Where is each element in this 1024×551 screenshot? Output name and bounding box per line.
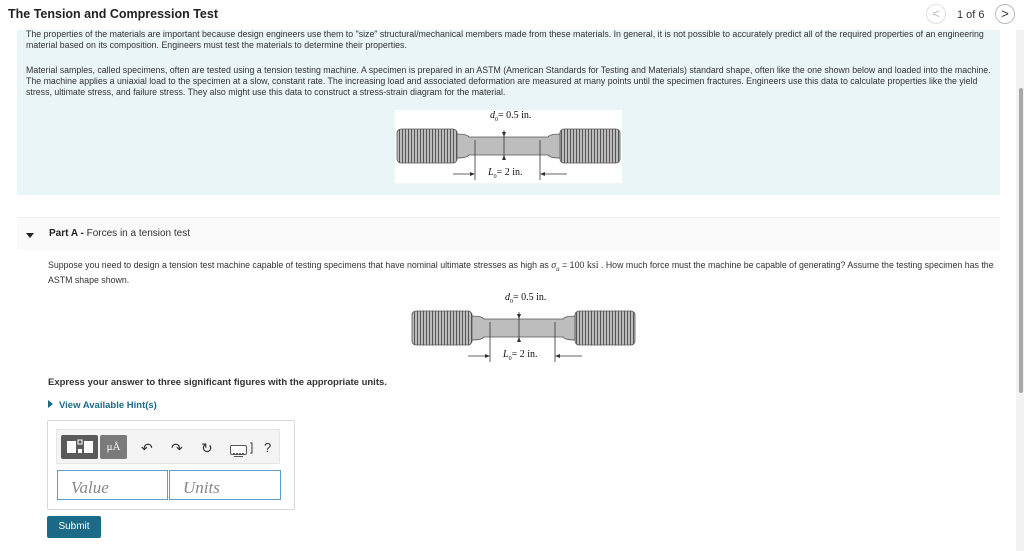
question-text: Suppose you need to design a tension test machine capable of testing specimens that have nominal ultimate stresses as high as $\sigma_u = 100$ ksi . How much force must the machine be capable of generating? Assume the testing specimen has the ASTM shape shown. [48,260,994,286]
undo-button[interactable] [141,440,153,456]
reset-button[interactable] [201,440,213,456]
units-symbol-button[interactable] [100,435,127,459]
previous-item-button[interactable] [926,4,946,24]
redo-icon: ↷ [171,440,183,456]
chevron-left-icon: < [932,6,940,21]
bracket-icon: ] [250,440,254,454]
view-hints-link[interactable]: View Available Hint(s) [48,400,157,411]
keyboard-shortcuts-button[interactable] [230,445,247,455]
length-label: $L_0= 2$ in. [503,349,538,362]
next-item-button[interactable] [995,4,1015,24]
part-a-title[interactable]: Part A - Forces in a tension test [49,228,190,239]
page-indicator: 1 of 6 [957,9,985,21]
assignment-title: The Tension and Compression Test [8,7,218,21]
templates-button[interactable] [61,435,98,459]
scrollbar-thumb[interactable] [1019,88,1023,393]
specimen-figure-intro [395,110,622,183]
length-label: $L_0= 2$ in. [488,167,523,180]
diameter-label: $d_0= 0.5$ in. [490,110,532,123]
help-button[interactable] [264,440,271,455]
intro-paragraph-2: Material samples, called specimens, often are tested using a tension testing machine. A specimen is prepared in an ASTM (American Standards for Testing and Materials) standard shape, often like the one shown below and loaded into the machine. The machine applies a uniaxial load to the specimen at a slow, constant rate. The increasing load and associated deformation are measured at many points until the specimen fractures. Engineers use this data to calculate properties like the yield stress, ultimate stress, and failure stress. They also might use this data to construct a stress-strain diagram for the material. [26,65,991,97]
answer-instructions: Express your answer to three significant figures with the appropriate units. [48,377,387,388]
collapse-caret-icon[interactable] [26,233,34,238]
top-bar [0,0,1024,30]
diameter-label: $d_0= 0.5$ in. [505,292,547,305]
reset-icon: ↻ [201,440,213,456]
specimen-figure-part-a [410,292,637,365]
value-input[interactable] [57,470,168,500]
caret-right-icon [48,400,53,408]
help-icon: ? [264,440,272,455]
undo-icon: ↶ [141,440,153,456]
redo-button[interactable] [171,440,183,456]
units-input[interactable] [169,470,281,500]
intro-paragraph-1: The properties of the materials are important because design engineers use them to "size" structural/mechanical members made from these materials. In general, it is not possible to accurately predict all of the required properties of an engineering material based on its composition. Engineers must test the materials to determine their properties. [26,30,984,50]
templates-icon [61,435,98,459]
chevron-right-icon: > [1001,6,1009,21]
submit-button[interactable]: Submit [47,516,101,538]
mu-angstrom-icon: μÅ [106,441,121,453]
keyboard-icon [231,451,246,459]
